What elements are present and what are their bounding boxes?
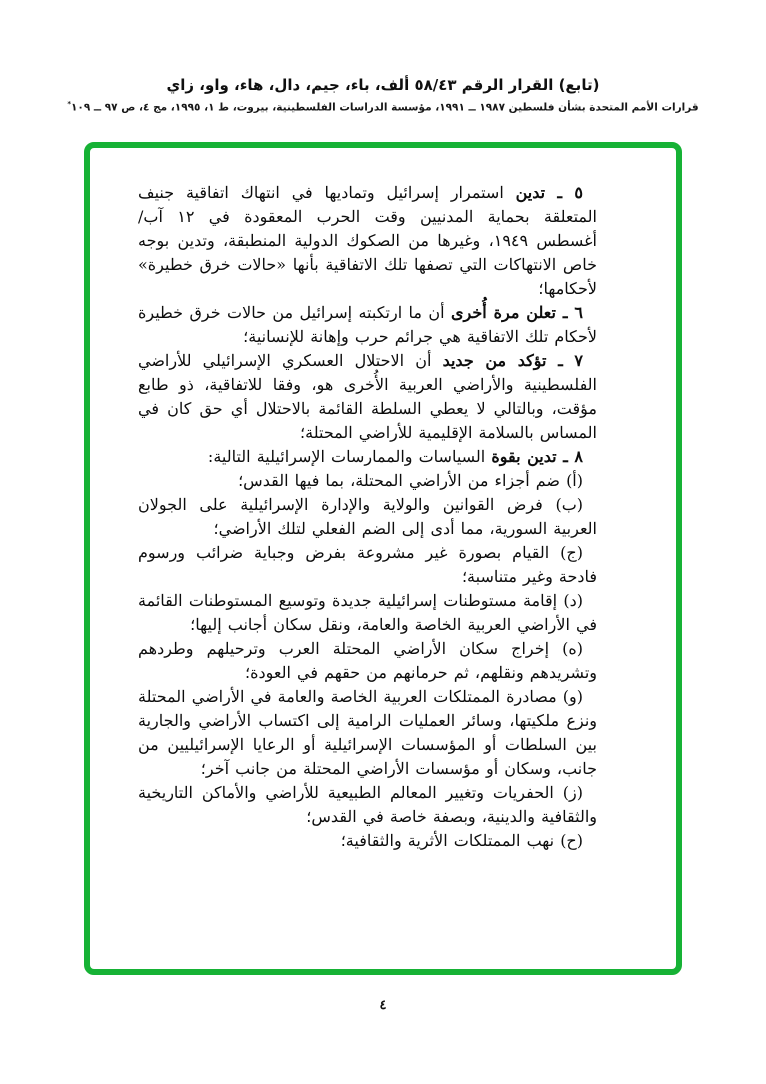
subitem-a xyxy=(138,469,597,493)
resolution-title: (تابع) القرار الرقم ٥٨/٤٣ ألف، باء، جيم، دال، هاء، واو، زاي xyxy=(166,76,600,94)
paragraph-8-lead: ٨ ـ تدين بقوة xyxy=(491,447,583,466)
subitem-b xyxy=(138,493,597,541)
paragraph-5-text: استمرار إسرائيل وتماديها في انتهاك اتفاقية جنيف المتعلقة بحماية المدنيين وقت الحرب المعقودة في ١٢ آب/ أغسطس ١٩٤٩، وغيرها من الصكوك الدولية المنطبقة، وتدين بوجه خاص الانتهاكات التي تصفها تلك الاتفاقية بأنها «حالات خرق خطيرة» لأحكامها؛ xyxy=(138,183,598,298)
subitem-j xyxy=(138,541,597,589)
footnote-marker: * xyxy=(67,100,71,108)
paragraph-7-text: أن الاحتلال العسكري الإسرائيلي للأراضي الفلسطينية والأراضي العربية الأُخرى هو، وفقا للاتفاقية، ذو طابع مؤقت، وبالتالي لا يعطي السلطة القائمة بالاحتلال أي حق كان في المساس بالسلامة الإقليمية للأراضي المحتلة؛ xyxy=(138,351,597,442)
subitem-z-text: (ز) الحفريات وتغيير المعالم الطبيعية للأراضي والأماكن التاريخية والثقافية والدينية، وبصفة خاصة في القدس؛ xyxy=(138,783,597,826)
subitem-b-text: (ب) فرض القوانين والولاية والإدارة الإسرائيلية على الجولان العربية السورية، مما أدى إلى الضم الفعلي لتلك الأراضي؛ xyxy=(138,495,597,538)
page-number: ٤ xyxy=(379,998,387,1013)
subitem-d-text: (د) إقامة مستوطنات إسرائيلية جديدة وتوسيع المستوطنات القائمة في الأراضي العربية الخاصة والعامة، ونقل سكان أجانب إليها؛ xyxy=(138,591,597,634)
subitem-z xyxy=(138,781,597,829)
paragraph-6 xyxy=(138,301,597,349)
page-header xyxy=(0,76,766,114)
paragraph-7 xyxy=(138,349,597,445)
paragraph-5-lead: ٥ ـ تدين xyxy=(515,183,583,202)
citation-text: قرارات الأمم المتحدة بشأن فلسطين ١٩٨٧ ــ ١٩٩١، مؤسسة الدراسات الفلسطينية، بيروت، ط ١، ١٩٩٥، مج ٤، ص ٩٧ ــ ١٠٩ xyxy=(71,101,699,114)
subitem-w xyxy=(138,685,597,781)
subitem-h-text: (ه) إخراج سكان الأراضي المحتلة العرب وترحيلهم وطردهم وتشريدهم ونقلهم، ثم حرمانهم من حقهم في العودة؛ xyxy=(138,639,597,682)
paragraph-7-lead: ٧ ـ تؤكد من جديد xyxy=(442,351,584,370)
subitem-hh xyxy=(138,829,597,853)
source-citation xyxy=(0,100,766,114)
subitem-h xyxy=(138,637,597,685)
subitem-hh-text: (ح) نهب الممتلكات الأثرية والثقافية؛ xyxy=(340,831,583,850)
subitem-d xyxy=(138,589,597,637)
paragraph-8 xyxy=(138,445,597,469)
paragraph-6-text: أن ما ارتكبته إسرائيل من حالات خرق خطيرة لأحكام تلك الاتفاقية هي جرائم حرب وإهانة للإنسانية؛ xyxy=(138,303,597,346)
paragraph-8-text: السياسات والممارسات الإسرائيلية التالية: xyxy=(207,447,492,466)
paragraph-5 xyxy=(138,181,597,301)
subitem-a-text: (أ) ضم أجزاء من الأراضي المحتلة، بما فيها القدس؛ xyxy=(238,471,583,490)
paragraph-6-lead: ٦ ـ تعلن مرة أُخرى xyxy=(451,303,584,322)
subitem-w-text: (و) مصادرة الممتلكات العربية الخاصة والعامة في الأراضي المحتلة ونزع ملكيتها، وسائر العمليات الرامية إلى اكتساب الأراضي والجارية بين السلطات أو المؤسسات الإسرائيلية أو الرعايا الإسرائيليين من جانب، وسكان أو مؤسسات الأراضي المحتلة من جانب آخر؛ xyxy=(138,687,597,778)
subitem-j-text: (ج) القيام بصورة غير مشروعة بفرض وجباية ضرائب ورسوم فادحة وغير متناسبة؛ xyxy=(138,543,597,586)
document-body xyxy=(138,181,597,853)
